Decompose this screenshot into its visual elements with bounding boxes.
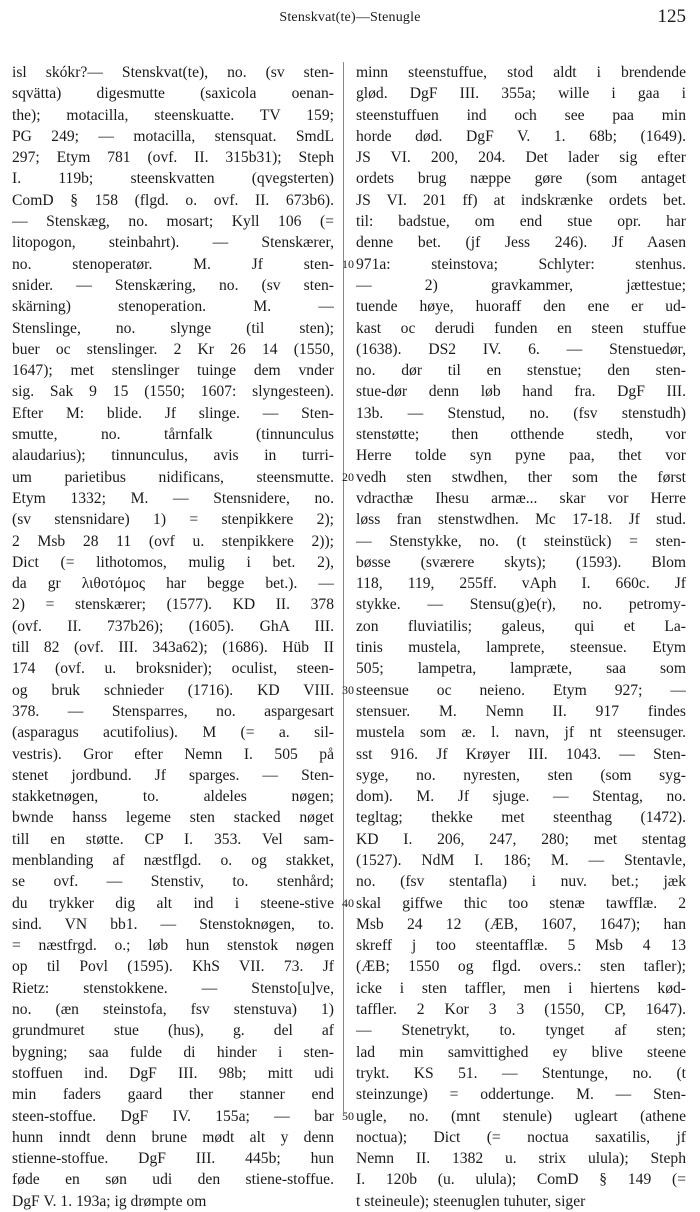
text-line: stenstøtte; then otthende stedh, vor [356, 426, 686, 444]
text-line: ordets brug næppe gøre (som antaget [356, 170, 686, 188]
text-line: = næstfrgd. o.; løb hun stenstok nøgen [12, 937, 334, 955]
text-line: ugle, no. (mnt stenule) ugleart (athene [356, 1107, 686, 1125]
text-line: hunn inndt denn brune mødt alt y denn [12, 1128, 334, 1146]
text-line: tegltag; thekke met steenthag (1472). [356, 809, 686, 827]
text-line: I. 119b; steenskvatten (qvegsterten) [12, 170, 334, 188]
text-line: bwnde hanss legeme sten stacked nøget [12, 809, 334, 827]
line-number: 20 [342, 469, 354, 484]
text-line: stensuer. M. Nemn II. 917 findes [356, 702, 686, 720]
text-line: — Stenstykke, no. (t steinstück) = sten- [356, 532, 686, 550]
text-line: t steineule); steenuglen tuhuter, siger [356, 1192, 586, 1210]
text-line: op til Povl (1595). KhS VII. 73. Jf [12, 958, 334, 976]
text-line: 505; lampetra, lampræte, saa som [356, 660, 686, 678]
text-line: JS VI. 201 ff) at indskrænke ordets bet. [356, 191, 686, 209]
text-line: stykke. — Stensu(g)e(r), no. petromy- [356, 596, 686, 614]
text-line: vedh sten stwdhen, ther som the først [356, 468, 686, 486]
text-line: skal giffwe thic too stenæ tawfflæ. 2 [356, 894, 686, 912]
text-line: isl skókr?— Stenskvat(te), no. (sv sten- [12, 64, 334, 81]
text-line: sst 916. Jf Krøyer III. 1043. — Sten- [356, 745, 686, 763]
text-line: zon fluviatilis; galeus, qui et La- [356, 617, 686, 635]
text-line: steenstuffuen ind och see paa min [356, 106, 686, 124]
text-line: Nemn II. 1382 u. strix ulula); Steph [356, 1150, 686, 1168]
text-line: vdracthæ Ihesu armæ... skar vor Herre [356, 489, 686, 507]
text-line: 1647); met stenslinger tuinge dem vnder [12, 362, 334, 380]
text-line: 174 (ovf. u. broksnider); oculist, steen- [12, 660, 334, 678]
text-line: glød. DgF III. 355a; wille i gaa i [356, 85, 686, 103]
text-line: denne bet. (jf Jess 246). Jf Aasen [356, 234, 686, 252]
text-line: steensue oc neieno. Etym 927; — [356, 681, 686, 699]
text-line: KD I. 206, 247, 280; met stentag [356, 830, 686, 848]
text-line: Rietz: stenstokkene. — Stensto[u]ve, [12, 979, 334, 997]
text-line: smutte, no. tårnfalk (tinnunculus [12, 426, 334, 444]
text-line: noctua); Dict (= noctua saxatilis, jf [356, 1128, 686, 1146]
text-line: mustela som æ. l. navn, jf nt steensuger. [356, 724, 686, 742]
text-line: — Stenskæg, no. mosart; Kyll 106 (= [12, 213, 334, 231]
text-line: skärning) stenoperation. M. — [12, 298, 334, 316]
text-line: Herre tolde syn pyne paa, thet vor [356, 447, 686, 465]
text-line: Msb 24 12 (ÆB, 1607, 1647); han [356, 915, 686, 933]
text-line: ComD § 158 (flgd. o. ovf. II. 673b6). [12, 191, 334, 209]
text-line: Etym 1332; M. — Stensnidere, no. [12, 489, 334, 507]
text-line: kast oc derudi funden en steen stuffue [356, 319, 686, 337]
text-line: — Stenetrykt, to. tynget af sten; [356, 1022, 686, 1040]
text-line: — 2) gravkammer, jættestue; [356, 276, 686, 294]
text-line: lad min samvittighed ey blive steene [356, 1043, 686, 1061]
text-line: løss fran stenstwdhen. Mc 17-18. Jf stud. [356, 511, 686, 529]
text-line: minn steenstuffue, stod aldt i brendende [356, 64, 686, 81]
text-line: til: badstue, om end stue opr. har [356, 213, 686, 231]
text-line: bøsse (sværere skyts); (1593). Blom [356, 553, 686, 571]
text-line: min faders gaard ther stanner end [12, 1086, 334, 1104]
text-line: (asparagus acutifolius). M (= a. sil- [12, 724, 334, 742]
text-line: 13b. — Stenstud, no. (fsv stenstudh) [356, 404, 686, 422]
line-number: 30 [342, 682, 354, 697]
text-line: (ovf. II. 737b26); (1605). GhA III. [12, 617, 334, 635]
page-header [0, 6, 700, 32]
text-line: no. dør til en stenstue; den sten- [356, 362, 686, 380]
text-line: Dict (= lithotomos, mulig i bet. 2), [12, 553, 334, 571]
text-line: Stenslinge, no. slynge (til sten); [12, 319, 334, 337]
text-line: sind. VN bb1. — Stenstoknøgen, to. [12, 915, 334, 933]
text-line: buer oc stenslinger. 2 Kr 26 14 (1550, [12, 340, 334, 358]
page-number: 125 [657, 6, 686, 27]
text-line: snider. — Stenskæring, no. (sv sten- [12, 276, 334, 294]
text-line: icke i sten taffler, men i hiertens kød- [356, 979, 686, 997]
text-line: du trykker dig alt ind i steene-stive [12, 894, 334, 912]
text-line: steinzunge) = oddertunge. M. — Sten- [356, 1086, 686, 1104]
text-line: føde en søn udi den stiene-stoffue. [12, 1171, 334, 1189]
text-line: menblanding af næstflgd. o. og stakket, [12, 851, 334, 869]
text-line: da gr λιθοτόμος har begge bet.). — [12, 575, 334, 593]
text-line: stenet jordbund. Jf sparges. — Sten- [12, 766, 334, 784]
text-line: no. (æn steinstofa, fsv stenstuva) 1) [12, 1001, 334, 1019]
text-line: (sv stensnidare) 1) = stenpikkere 2); [12, 511, 334, 529]
line-number: 10 [342, 256, 354, 271]
text-line: og bruk schnieder (1716). KD VIII. [12, 681, 334, 699]
text-line: stoffuen ind. DgF III. 98b; mitt udi [12, 1064, 334, 1082]
text-line: JS VI. 200, 204. Det lader sig efter [356, 149, 686, 167]
text-line: grundmuret stue (hus), g. del af [12, 1022, 334, 1040]
text-line: the); motacilla, steenskuatte. TV 159; [12, 106, 334, 124]
text-line: alaudarius); tinnunculus, avis in turri- [12, 447, 334, 465]
text-line: bygning; saa fulde di hinder i sten- [12, 1043, 334, 1061]
text-line: tuende høye, huoraff den ene er ud- [356, 298, 686, 316]
column-divider [343, 62, 344, 1112]
text-line: horde død. DgF V. 1. 68b; (1649). [356, 127, 686, 145]
text-line: sig. Sak 9 15 (1550; 1607: slyngesteen). [12, 383, 334, 401]
text-line: steen-stoffue. DgF IV. 155a; — bar [12, 1107, 334, 1125]
running-title: Stenskvat(te)—Stenugle [279, 10, 421, 25]
text-line: (1638). DS2 IV. 6. — Stenstuedør, [356, 340, 686, 358]
text-line: (1527). NdM I. 186; M. — Stentavle, [356, 851, 686, 869]
text-line: 2) = stenskærer; (1577). KD II. 378 [12, 596, 334, 614]
text-line: skreff j too steentafflæ. 5 Msb 4 13 [356, 937, 686, 955]
text-line: PG 249; — motacilla, stensquat. SmdL [12, 127, 334, 145]
text-line: Efter M: blide. Jf slinge. — Sten- [12, 404, 334, 422]
text-line: se ovf. — Stenstiv, to. stenhård; [12, 873, 334, 891]
text-line: litopogon, steinbahrt). — Stenskærer, [12, 234, 334, 252]
text-line: sqvätta) digesmutte (saxicola oenan- [12, 85, 334, 103]
text-line: till en støtte. CP I. 353. Vel sam- [12, 830, 334, 848]
text-line: trykt. KS 51. — Stentunge, no. (t [356, 1064, 686, 1082]
text-line: I. 120b (u. ulula); ComD § 149 (= [356, 1171, 686, 1189]
line-number: 40 [342, 895, 354, 910]
text-line: stienne-stoffue. DgF III. 445b; hun [12, 1150, 334, 1168]
text-line: no. stenoperatør. M. Jf sten- [12, 255, 334, 273]
text-line: 378. — Stensparres, no. aspargesart [12, 702, 334, 720]
text-line: dom). M. Jf sjuge. — Stentag, no. [356, 788, 686, 806]
text-line: taffler. 2 Kor 3 3 (1550, CP, 1647). [356, 1001, 686, 1019]
text-line: stakketnøgen, to. aldeles nøgen; [12, 788, 334, 806]
text-line: stue-dør denn løb hand fra. DgF III. [356, 383, 686, 401]
text-line: DgF V. 1. 193a; ig drømpte om [12, 1192, 207, 1210]
text-line: tinis mustela, lamprete, steensue. Etym [356, 639, 686, 657]
text-line: till 82 (ovf. III. 343a62); (1686). Hüb II [12, 639, 334, 657]
text-line: 971a: steinstova; Schlyter: stenhus. [356, 255, 686, 273]
left-column [12, 62, 334, 1212]
right-column [356, 62, 686, 1212]
text-line: (ÆB; 1550 og flgd. overs.: sten tafler); [356, 958, 686, 976]
text-line: 2 Msb 28 11 (ovf u. stenpikkere 2)); [12, 532, 334, 550]
line-number: 50 [342, 1108, 354, 1123]
text-line: vestris). Gror efter Nemn I. 505 på [12, 745, 334, 763]
text-line: no. (fsv stentafla) i nuv. bet.; jæk [356, 873, 686, 891]
text-line: syge, no. nyresten, sten (som syg- [356, 766, 686, 784]
text-line: 118, 119, 255ff. vAph I. 660c. Jf [356, 575, 686, 593]
text-line: um parietibus nidificans, steensmutte. [12, 468, 334, 486]
text-line: 297; Etym 781 (ovf. II. 315b31); Steph [12, 149, 334, 167]
